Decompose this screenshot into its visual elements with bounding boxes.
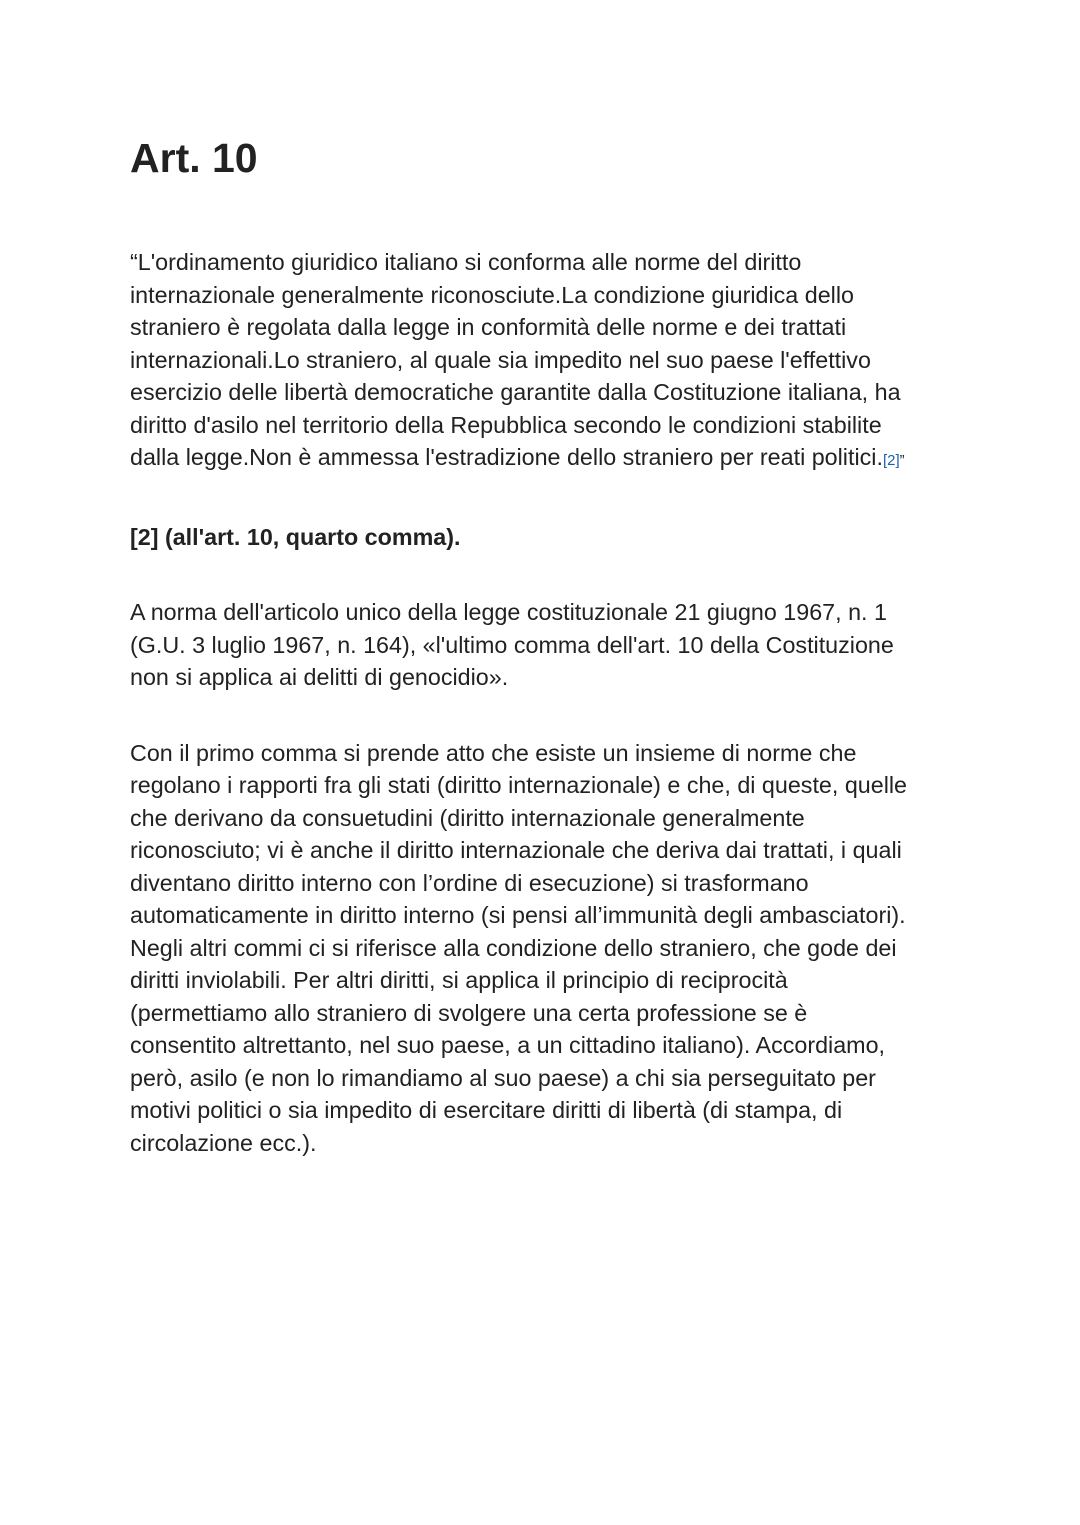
article-quote-text: “L'ordinamento giuridico italiano si conforma alle norme del diritto internazionale generalmente riconosciute.La condizione giuridica dello straniero è regolata dalla legge in conformità delle norme e dei trattati internazionali.Lo straniero, al quale sia impedito nel suo paese l'effettivo esercizio delle libertà democratiche garantite dalla Costituzione italiana, ha diritto d'asilo nel territorio della Repubblica secondo le condizioni stabilite dalla legge.Non è ammessa l'estradizione dello straniero per reati politici. bbox=[130, 249, 901, 470]
document-page bbox=[130, 132, 960, 1159]
commentary-paragraph: Con il primo comma si prende atto che esiste un insieme di norme che regolano i rapporti fra gli stati (diritto internazionale) e che, di queste, quelle che derivano da consuetudini (diritto internazionale generalmente riconosciuto; vi è anche il diritto internazionale che deriva dai trattati, i quali diventano diritto interno con l’ordine di esecuzione) si trasformano automaticamente in diritto interno (si pensi all’immunità degli ambasciatori). Negli altri commi ci si riferisce alla condizione dello straniero, che gode dei diritti inviolabili. Per altri diritti, si applica il principio di reciprocità (permettiamo allo straniero di svolgere una certa professione se è consentito altrettanto, nel suo paese, a un cittadino italiano). Accordiamo, però, asilo (e non lo rimandiamo al suo paese) a chi sia perseguitato per motivi politici o sia impedito di esercitare diritti di libertà (di stampa, di circolazione ecc.). bbox=[130, 739, 907, 1156]
article-title: Art. 10 bbox=[130, 135, 258, 181]
footnote-text: A norma dell'articolo unico della legge costituzionale 21 giugno 1967, n. 1 (G.U. 3 luglio 1967, n. 164), «l'ultimo comma dell'art. 10 della Costituzione non si applica ai delitti di genocidio». bbox=[130, 599, 894, 690]
footnote-link[interactable]: [2] bbox=[882, 452, 900, 469]
quote-close-mark: ” bbox=[899, 452, 905, 469]
article-quote bbox=[130, 246, 960, 478]
footnote-heading: [2] (all'art. 10, quarto comma). bbox=[130, 523, 461, 550]
